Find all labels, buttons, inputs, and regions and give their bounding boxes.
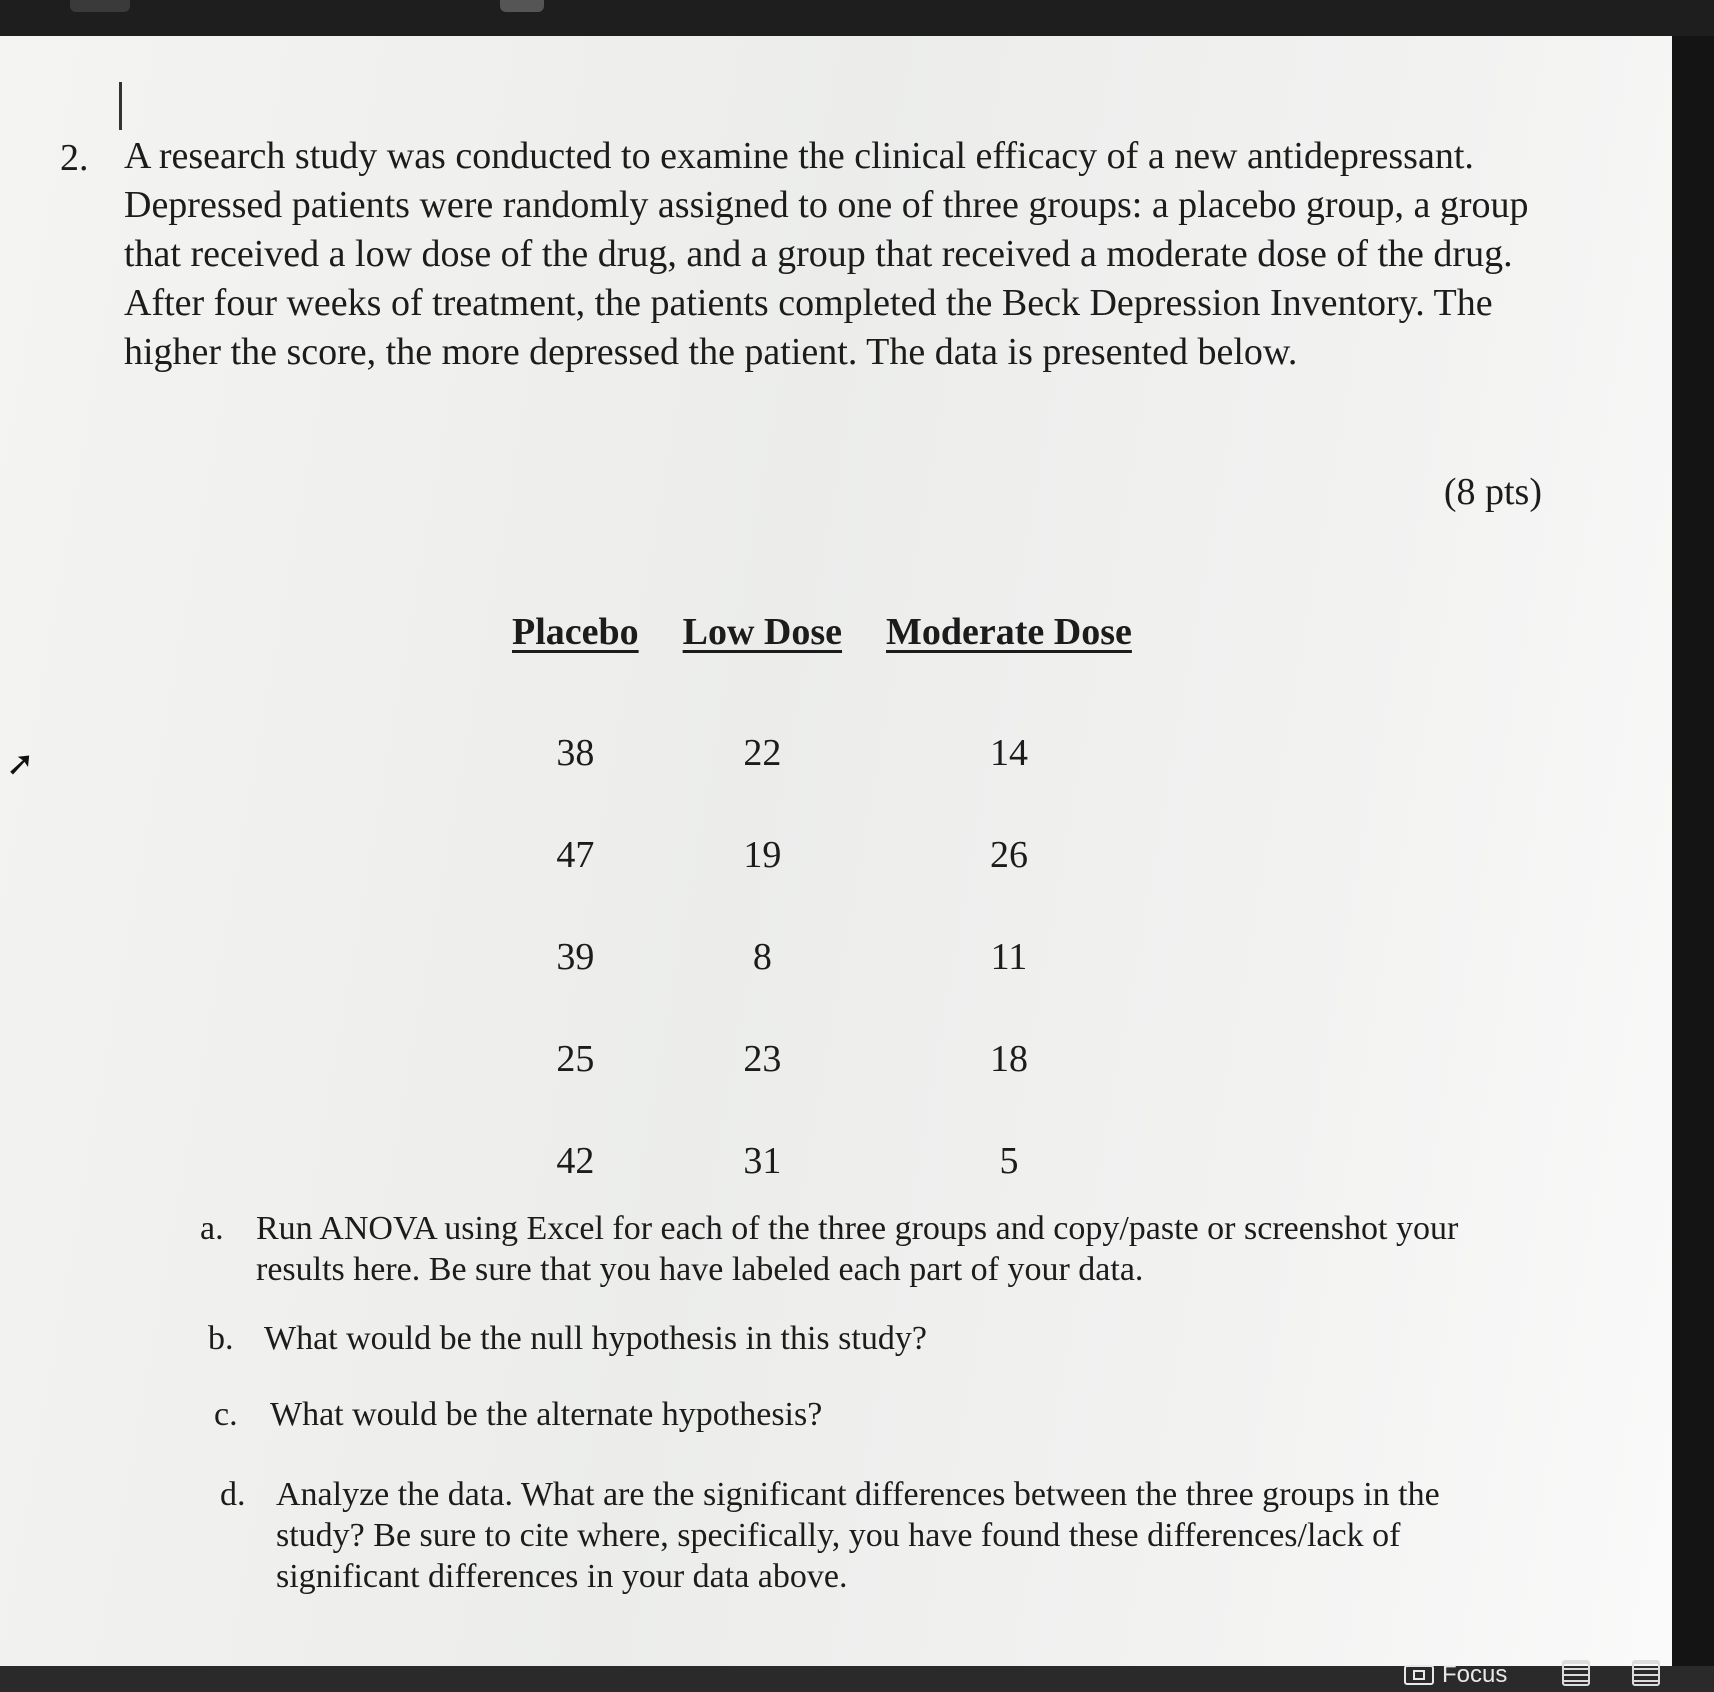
table-cell: 26 [989, 834, 1028, 876]
print-layout-icon[interactable] [1632, 1660, 1660, 1686]
table-cell: 14 [989, 732, 1028, 774]
table-row [490, 702, 1154, 804]
table-row [490, 1110, 1154, 1212]
subquestion-label: b. [208, 1320, 234, 1357]
table-row [490, 906, 1154, 1008]
table-cell: 39 [556, 936, 595, 978]
column-header-placebo: Placebo [512, 611, 639, 653]
table-cell: 42 [556, 1140, 595, 1182]
focus-label: Focus [1442, 1661, 1508, 1688]
window-top-bar [0, 0, 1714, 36]
subquestion-a [200, 1208, 1480, 1290]
table-cell: 38 [556, 732, 595, 774]
question-number: 2. [60, 137, 89, 179]
subquestion-d [220, 1474, 1510, 1597]
table-cell: 5 [999, 1140, 1019, 1182]
subquestion-label: c. [214, 1396, 238, 1433]
focus-icon [1404, 1665, 1434, 1685]
top-tab[interactable] [70, 0, 130, 12]
data-table [490, 604, 1154, 1212]
table-row [490, 1008, 1154, 1110]
table-cell: 22 [743, 732, 782, 774]
read-mode-icon[interactable] [1562, 1660, 1590, 1686]
question-points: (8 pts) [1443, 471, 1542, 513]
subquestion-label: a. [200, 1210, 224, 1247]
column-header-moderate-dose: Moderate Dose [886, 611, 1132, 653]
table-row [490, 804, 1154, 906]
subquestion-text: What would be the null hypothesis in this study? [264, 1320, 927, 1357]
table-cell: 18 [989, 1038, 1028, 1080]
subquestion-text: Run ANOVA using Excel for each of the three groups and copy/paste or screenshot your results here. Be sure that you have labeled each part of your data. [256, 1210, 1459, 1288]
subquestion-b [208, 1318, 1488, 1359]
top-tab[interactable] [500, 0, 544, 12]
table-cell: 23 [743, 1038, 782, 1080]
table-cell: 25 [556, 1038, 595, 1080]
table-header-row [490, 604, 1154, 660]
table-cell: 31 [743, 1140, 782, 1182]
table-spacer [490, 660, 1154, 702]
text-cursor [119, 82, 122, 130]
table-cell: 8 [752, 936, 772, 978]
subquestion-label: d. [220, 1476, 246, 1513]
column-header-low-dose: Low Dose [682, 611, 843, 653]
focus-button[interactable] [1404, 1660, 1507, 1690]
arrow-cursor-icon: ➚ [6, 744, 35, 784]
question-text: A research study was conducted to examine the clinical efficacy of a new antidepressant. Depressed patients were randomly assigned to one of three groups: a placebo group, a group that received a low dose of the drug, and a group that received a moderate dose of the drug. After four weeks of treatment, the patients completed the Beck Depression Inventory. The higher the score, the more depressed the patient. The data is presented below. [124, 135, 1529, 373]
table-cell: 11 [990, 936, 1028, 978]
subquestion-c [214, 1394, 1494, 1435]
document-page [0, 36, 1672, 1668]
table-cell: 19 [743, 834, 782, 876]
table-cell: 47 [556, 834, 595, 876]
subquestion-text: What would be the alternate hypothesis? [270, 1396, 823, 1433]
subquestion-text: Analyze the data. What are the significant differences between the three groups in the study? Be sure to cite where, specifically, you have found these differences/lack of significant differences in your data above. [276, 1476, 1440, 1595]
